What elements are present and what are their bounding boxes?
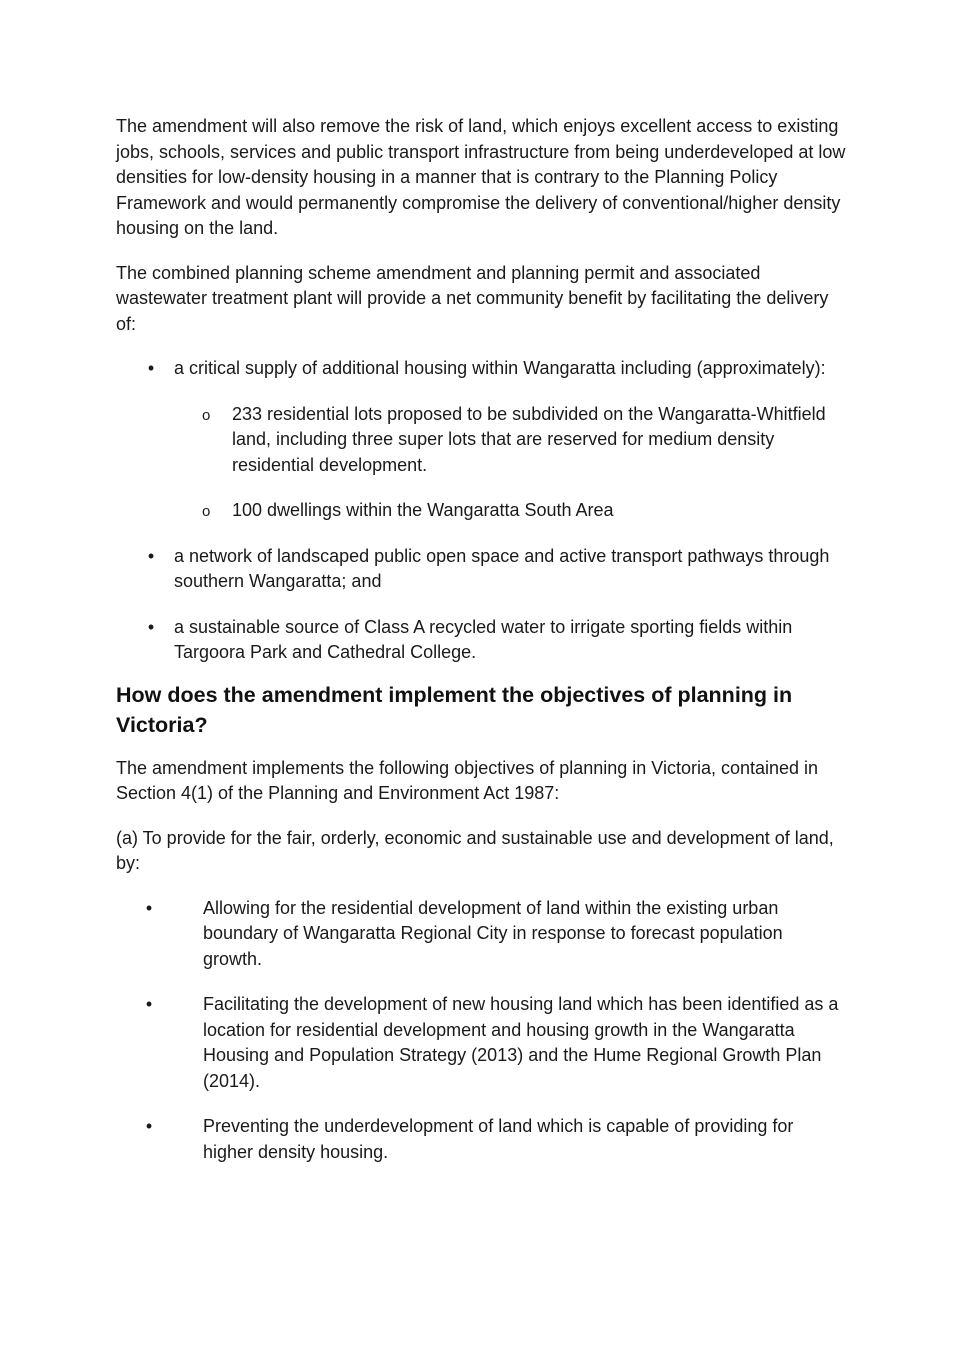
list-item-text: a network of landscaped public open space and active transport pathways through southern Wangaratta; and bbox=[174, 545, 830, 591]
list-item bbox=[116, 615, 846, 666]
list-item-text: Facilitating the development of new housing land which has been identified as a location for residential development and housing growth in the Wangaratta Housing and Population Strategy (2013) and the Hume Regional Growth Plan (2014). bbox=[203, 994, 839, 1091]
section-heading: How does the amendment implement the objectives of planning in Victoria? bbox=[116, 682, 793, 737]
list-item bbox=[116, 992, 846, 1094]
circle-bullet-icon: o bbox=[202, 503, 211, 520]
bullet-icon: • bbox=[145, 897, 153, 918]
objective-a-list bbox=[116, 896, 846, 1166]
list-item bbox=[116, 1114, 846, 1165]
list-item-text: Allowing for the residential development of land within the existing urban boundary of Wangaratta Regional City in response to forecast population growth. bbox=[203, 897, 783, 969]
bullet-icon: • bbox=[145, 1116, 153, 1136]
bullet-icon: • bbox=[145, 994, 153, 1014]
paragraph-risk-of-land: The amendment will also remove the risk of land, which enjoys excellent access to existing jobs, schools, services and public transport infrastructure from being underdeveloped at low densities for low-density housing in a manner that is contrary to the Planning Policy Framework and would permanently compromise the delivery of conventional/higher density housing on the land. bbox=[116, 116, 846, 238]
circle-bullet-icon: o bbox=[202, 406, 211, 424]
paragraph-objectives-intro: The amendment implements the following objectives of planning in Victoria, contained in Section 4(1) of the Planning and Environment Act 1987: bbox=[116, 757, 819, 803]
list-item-text: Preventing the underdevelopment of land which is capable of providing for higher density housing. bbox=[203, 1116, 794, 1162]
paragraph-objective-a: (a) To provide for the fair, orderly, economic and sustainable use and development of land, by: bbox=[116, 827, 834, 873]
bullet-icon: • bbox=[147, 545, 155, 566]
bullet-icon: • bbox=[147, 358, 155, 378]
sub-list-item bbox=[116, 498, 846, 524]
paragraph-community-benefit: The combined planning scheme amendment and planning permit and associated wastewater treatment plant will provide a net community benefit by facilitating the delivery of: bbox=[116, 262, 829, 334]
sub-list-item-text: 100 dwellings within the Wangaratta South Area bbox=[232, 500, 614, 520]
list-item-text: a sustainable source of Class A recycled water to irrigate sporting fields within Targoora Park and Cathedral College. bbox=[174, 616, 793, 662]
list-item bbox=[116, 544, 846, 595]
sub-list-item bbox=[116, 402, 846, 479]
list-item-text: a critical supply of additional housing within Wangaratta including (approximately): bbox=[174, 358, 826, 378]
sub-list-item-text: 233 residential lots proposed to be subdivided on the Wangaratta-Whitfield land, including three super lots that are reserved for medium density residential development. bbox=[232, 403, 826, 475]
list-item bbox=[116, 356, 846, 382]
document-page bbox=[116, 114, 846, 1185]
list-item bbox=[116, 896, 846, 973]
benefits-list bbox=[116, 356, 846, 666]
bullet-icon: • bbox=[147, 616, 155, 637]
